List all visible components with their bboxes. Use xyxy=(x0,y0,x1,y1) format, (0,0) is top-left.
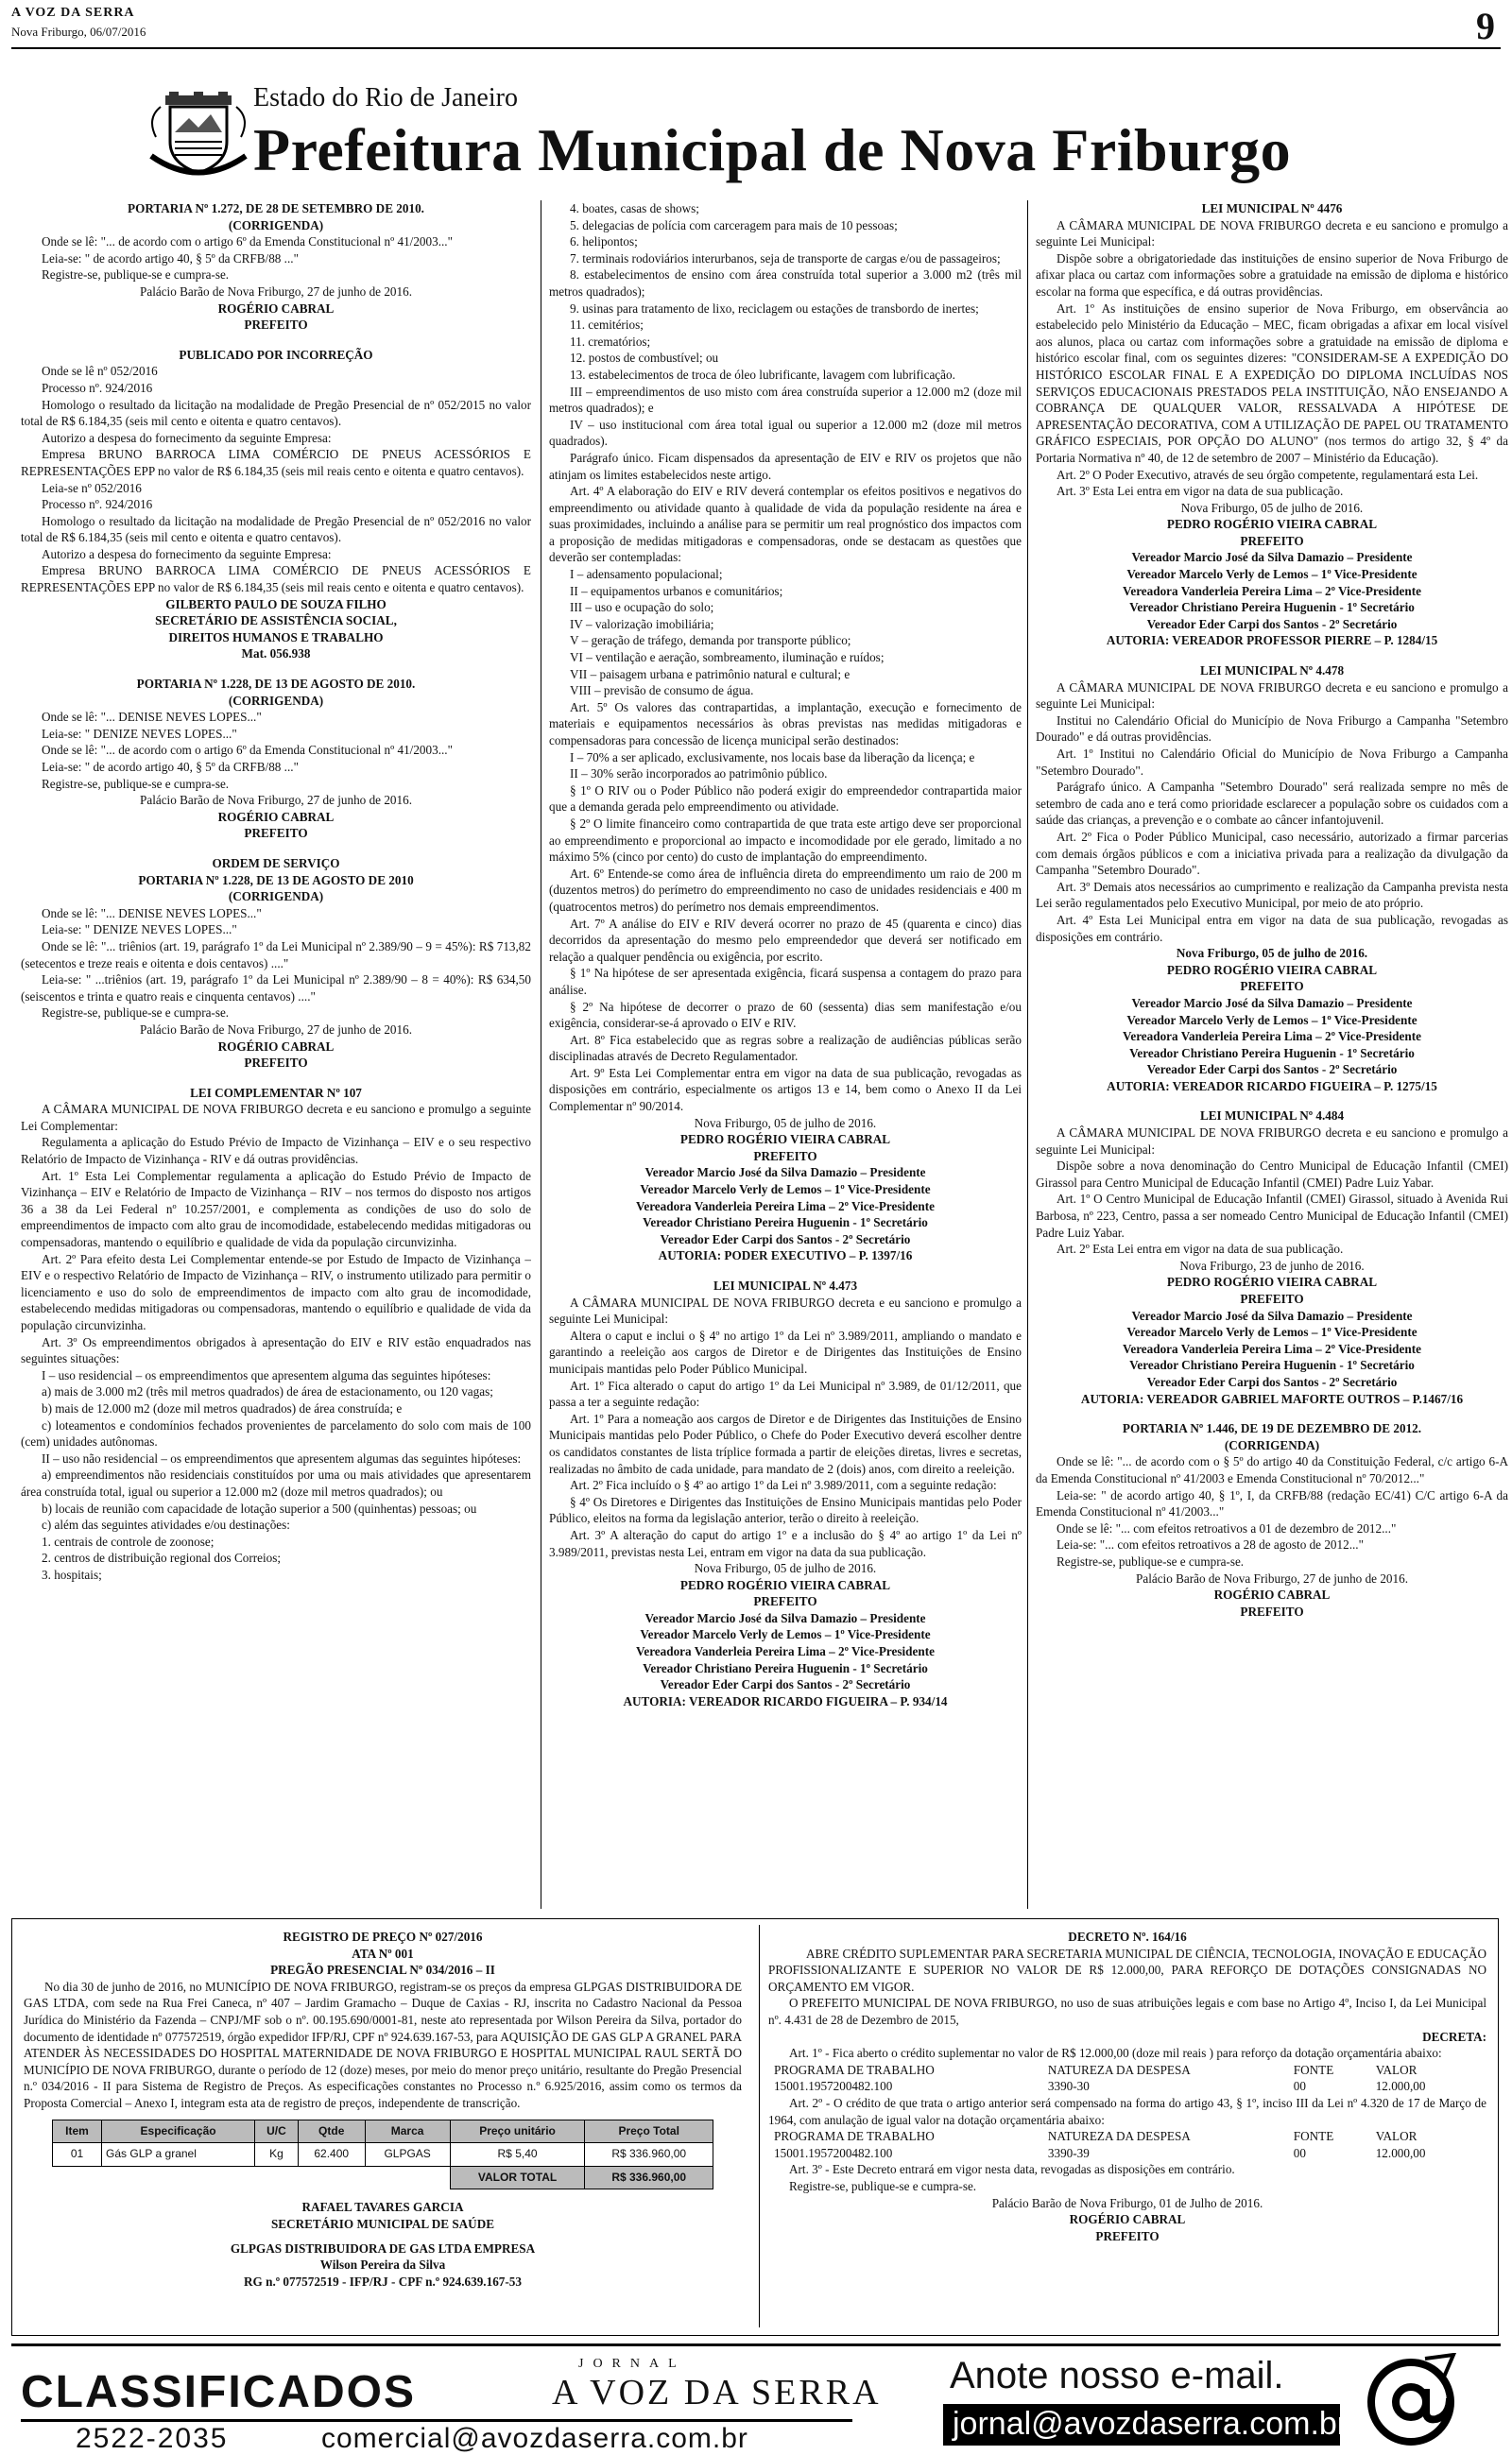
paragraph: Empresa BRUNO BARROCA LIMA COMÉRCIO DE PNEUS ACESSÓRIOS E REPRESENTAÇÕES EPP no valor de R$ 6.184,35 (seis mil reais cento e oitenta e quatro centavos). xyxy=(21,563,531,595)
th-programa: PROGRAMA DE TRABALHO xyxy=(774,2129,935,2144)
th-fonte: FONTE xyxy=(1293,2129,1334,2144)
paragraph: Registre-se, publique-se e cumpra-se. xyxy=(42,776,230,791)
paragraph: A CÂMARA MUNICIPAL DE NOVA FRIBURGO decreta e eu sanciono e promulgo a seguinte Lei Municipal: xyxy=(1036,1125,1508,1157)
paragraph: § 1º Na hipótese de ser apresentada exigência, ficará suspensa a contagem do prazo para análise. xyxy=(549,966,1022,997)
section-gap xyxy=(21,334,531,347)
paragraph: Art. 9º Esta Lei Complementar entra em vigor na data de sua publicação, revogadas as disposições em contrário, especialmente os artigos 13 e 14, bem como o Anexo II da Lei Complementar nº 90/2014. xyxy=(549,1065,1022,1114)
section-heading: PREFEITO xyxy=(244,826,308,841)
decreto-art2: Art. 2º - O crédito de que trata o artigo anterior será compensado na forma do artigo 43, § 1º, inciso III da Lei nº 4.320 de 17 de Março de 1964, com anulação de igual valor na dotação orçamentária abaixo: xyxy=(768,2095,1486,2127)
paragraph: Art. 3º Demais atos necessários ao cumprimento e realização da Campanha prevista nesta Lei serão regulamentados pelo Executivo Municipal, por meio de ato próprio. xyxy=(1036,879,1508,911)
decreto-signer: ROGÉRIO CABRAL xyxy=(1069,2212,1186,2227)
section-heading: Vereador Eder Carpi dos Santos - 2º Secretário xyxy=(1146,1374,1398,1389)
paragraph: Art. 3º Esta Lei entra em vigor na data de sua publicação. xyxy=(1057,484,1344,499)
paragraph: IV – uso institucional com área total igual ou superior a 12.000 m2 (doze mil metros quadrados). xyxy=(549,417,1022,449)
section-heading: AUTORIA: VEREADOR RICARDO FIGUEIRA – P. 934/14 xyxy=(623,1693,948,1708)
section-heading: Vereadora Vanderleia Pereira Lima – 2º Vice-Presidente xyxy=(636,1644,935,1659)
cell-fonte: 00 xyxy=(1293,2145,1306,2160)
paragraph: I – uso residencial – os empreendimentos que apresentem alguma das seguintes hipóteses: xyxy=(42,1367,491,1382)
section-heading: Vereadora Vanderleia Pereira Lima – 2º Vice-Presidente xyxy=(1123,583,1421,598)
cell-preco-unitario: R$ 5,40 xyxy=(450,2143,585,2167)
section-heading: LEI MUNICIPAL Nº 4.478 xyxy=(1199,663,1345,678)
paragraph: Art. 2º Para efeito desta Lei Complementar entende-se por Estudo de Impacto de Vizinhança – EIV e o respectivo Relatório de Impacto de Vizinhança – RIV, o instrumento utilizado para permitir o licenciamento e uso do solo de empreendimentos de impacto com alto grau de incomodidade, estabelecendo medidas mitigadoras ou compensadoras, mantendo o equilíbrio e qualidade de vida da população circunvizinha. xyxy=(21,1251,531,1332)
decreto-place: Palácio Barão de Nova Friburgo, 01 de Julho de 2016. xyxy=(991,2195,1263,2210)
paragraph: Institui no Calendário Oficial do Município de Nova Friburgo a Campanha "Setembro Dourado" e dá outras providências. xyxy=(1036,712,1508,745)
section-heading: PREFEITO xyxy=(753,1594,817,1609)
paragraph: b) mais de 12.000 m2 (doze mil metros quadrados) de área construída; e xyxy=(42,1400,403,1416)
paragraph: A CÂMARA MUNICIPAL DE NOVA FRIBURGO decreta e eu sanciono e promulgo a seguinte Lei Municipal: xyxy=(1036,217,1508,249)
paragraph: Dispõe sobre a obrigatoriedade das instituições de ensino superior de Nova Friburgo de afixar placa ou cartaz com informações sobre a gratuidade na emissão de diploma e histórico escolar na forma que específica, e dá outras providências. xyxy=(1036,250,1508,299)
section-heading: Vereador Marcio José da Silva Damazio – Presidente xyxy=(1131,550,1413,565)
paragraph: Parágrafo único. A Campanha "Setembro Dourado" será realizada sempre no mês de setembro de cada ano e terá como prioridade esclarecer a população sobre os cuidados com a saúde das crianças, a prevenção e o combate ao câncer infantojuvenil. xyxy=(1036,780,1508,828)
paragraph: Art. 3º A alteração do caput do artigo 1º e a inclusão do § 4º ao artigo 1º da Lei nº 3.989/2011, previstas nesta Lei, entram em vigor na data da sua publicação. xyxy=(549,1527,1022,1559)
section-heading: PEDRO ROGÉRIO VIEIRA CABRAL xyxy=(1166,962,1378,977)
column-1 xyxy=(21,200,531,1909)
divider xyxy=(759,1925,760,2327)
company-name: GLPGAS DISTRIBUIDORA DE GAS LTDA EMPRESA xyxy=(230,2240,536,2256)
paragraph: 1. centrais de controle de zoonose; xyxy=(42,1534,215,1549)
paragraph: Nova Friburgo, 05 de julho de 2016. xyxy=(694,1561,877,1576)
section-heading: (CORRIGENDA) xyxy=(1224,1437,1320,1452)
decreto-publish: Registre-se, publique-se e cumpra-se. xyxy=(789,2178,977,2193)
paragraph: I – adensamento populacional; xyxy=(570,567,723,582)
table-row xyxy=(768,2078,1468,2095)
cell-especificacao: Gás GLP a granel xyxy=(102,2143,255,2167)
th-valor: VALOR xyxy=(1375,2062,1418,2077)
section-heading: PREFEITO xyxy=(753,1148,817,1163)
section-heading: Nova Friburgo, 05 de julho de 2016. xyxy=(1176,946,1368,961)
paragraph: Regulamenta a aplicação do Estudo Prévio de Impacto de Vizinhança – EIV e o seu respectivo Relatório de Impacto de Vizinhança - RIV e dá outras providências. xyxy=(21,1135,531,1167)
paragraph: Onde se lê: "... DENISE NEVES LOPES..." xyxy=(42,905,262,920)
section-heading: ROGÉRIO CABRAL xyxy=(217,300,335,316)
th-fonte: FONTE xyxy=(1293,2062,1334,2077)
paragraph: c) loteamentos e condomínios fechados provenientes de parcelamento do solo com mais de 100 (cem) unidades autônomas. xyxy=(21,1417,531,1450)
paragraph: A CÂMARA MUNICIPAL DE NOVA FRIBURGO decreta e eu sanciono e promulgo a seguinte Lei Complementar: xyxy=(21,1102,531,1133)
section-heading: Vereador Christiano Pereira Huguenin - 1º Secretário xyxy=(1129,1045,1415,1060)
section-heading: AUTORIA: VEREADOR GABRIEL MAFORTE OUTROS – P.1467/16 xyxy=(1080,1391,1464,1406)
paragraph: Leia-se nº 052/2016 xyxy=(42,480,142,495)
section-heading: LEI COMPLEMENTAR Nº 107 xyxy=(190,1085,362,1100)
th-natureza: NATUREZA DA DESPESA xyxy=(1047,2129,1191,2144)
section-heading: Vereador Marcio José da Silva Damazio – Presidente xyxy=(1131,1308,1413,1323)
commercial-email: comercial@avozdaserra.com.br xyxy=(321,2423,748,2454)
paragraph: Onde se lê: "... de acordo com o artigo 6º da Emenda Constitucional nº 41/2003..." xyxy=(42,743,453,758)
cell-natureza: 3390-39 xyxy=(1047,2145,1090,2160)
paragraph: Homologo o resultado da licitação na modalidade de Pregão Presencial de nº 052/2016 no valor total de R$ 6.184,35 (seis mil cento e oitenta e quatro centavos). xyxy=(21,513,531,545)
paragraph: VI – ventilação e aeração, sombreamento, iluminação e ruídos; xyxy=(570,650,885,665)
section-heading: AUTORIA: VEREADOR PROFESSOR PIERRE – P. 1284/15 xyxy=(1106,633,1438,648)
paragraph: A CÂMARA MUNICIPAL DE NOVA FRIBURGO decreta e eu sanciono e promulgo a seguinte Lei Municipal: xyxy=(549,1295,1022,1327)
paragraph: Leia-se: " ...triênios (art. 19, parágrafo 1º da Lei Municipal nº 2.389/90 – 8 = 40%): R$ 634,50 (seiscentos e trinta e quatro reais e cinquenta centavos) ...." xyxy=(21,972,531,1004)
section-heading: PORTARIA Nº 1.446, DE 19 DE DEZEMBRO DE 2012. xyxy=(1122,1421,1422,1436)
section-heading: PREFEITO xyxy=(244,318,308,333)
section-heading: PREFEITO xyxy=(1240,979,1304,994)
section-heading: SECRETÁRIO DE ASSISTÊNCIA SOCIAL, xyxy=(155,613,397,628)
paragraph: Art. 4º A elaboração do EIV e RIV deverá contemplar os efeitos positivos e negativos do empreendimento ou atividade quanto à qualidade de vida da população residente na área e suas proximidades, incluindo a análise para se permitir um real prognóstico dos impactos com a proposição de medidas mitigadoras e compensadoras, onde se destacam as questões que deverão ser contempladas: xyxy=(549,484,1022,565)
decreto-decreta: DECRETA: xyxy=(1422,2029,1486,2044)
th-preco-unitario: Preço unitário xyxy=(450,2120,585,2143)
decreto-art3: Art. 3º - Este Decreto entrará em vigor nesta data, revogadas as disposições em contrário. xyxy=(789,2162,1235,2177)
cell-natureza: 3390-30 xyxy=(1047,2079,1090,2094)
section-heading: (CORRIGENDA) xyxy=(228,693,324,708)
paragraph: Parágrafo único. Ficam dispensados da apresentação de EIV e RIV os projetos que não atinjam os limites estabelecidos neste artigo. xyxy=(549,450,1022,482)
total-label: VALOR TOTAL xyxy=(450,2166,585,2189)
section-heading: Vereador Eder Carpi dos Santos - 2º Secretário xyxy=(660,1677,911,1692)
paragraph: Art. 1º Esta Lei Complementar regulamenta a aplicação do Estudo Prévio de Impacto de Vizinhança – EIV e Relatório de Impacto de Vizinhança – RIV – nos termos do disposto nos artigos 36 a 38 da Lei Federal nº 10.257/2001, e complementa as condições de uso do solo de empreendimentos de impacto com alto grau de incomodidade, estabelecendo medidas mitigadoras ou compensadoras, mantendo o equilíbrio e qualidade de vida da população circunvizinha. xyxy=(21,1168,531,1250)
paragraph: 3. hospitais; xyxy=(42,1567,102,1582)
paragraph: Autorizo a despesa do fornecimento da seguinte Empresa: xyxy=(42,546,332,561)
paragraph: A CÂMARA MUNICIPAL DE NOVA FRIBURGO decreta e eu sanciono e promulgo a seguinte Lei Municipal: xyxy=(1036,679,1508,712)
state-name: Estado do Rio de Janeiro xyxy=(253,83,518,112)
paragraph: Leia-se: " de acordo artigo 40, § 5º da CRFB/88 ..." xyxy=(42,250,299,266)
section-heading: (CORRIGENDA) xyxy=(228,889,324,904)
paragraph: Palácio Barão de Nova Friburgo, 27 de junho de 2016. xyxy=(140,283,412,299)
section-heading: Vereador Eder Carpi dos Santos - 2º Secretário xyxy=(1146,1062,1398,1077)
company-rep: Wilson Pereira da Silva xyxy=(319,2258,446,2273)
decreto xyxy=(768,1929,1486,2244)
paragraph: Onde se lê: "... com efeitos retroativos a 01 de dezembro de 2012..." xyxy=(1057,1520,1397,1536)
section-gap xyxy=(1036,649,1508,662)
anote-label: Anote nosso e-mail. xyxy=(950,2355,1284,2396)
dotacao-table-2 xyxy=(768,2128,1468,2161)
section-heading: PUBLICADO POR INCORREÇÃO xyxy=(179,347,373,362)
section-heading: Vereador Marcelo Verly de Lemos – 1º Vice-Presidente xyxy=(640,1182,931,1197)
signer-name: RAFAEL TAVARES GARCIA xyxy=(301,2200,464,2215)
paragraph: Art. 5º Os valores das contrapartidas, a implantação, execução e fornecimento de materiais e equipamentos necessários às obras previstas nas medidas mitigadoras e compensadoras para concessão de licença municipal serão destinados: xyxy=(549,699,1022,747)
classificados-banner xyxy=(0,2343,1512,2453)
paragraph: Palácio Barão de Nova Friburgo, 27 de junho de 2016. xyxy=(140,793,412,808)
paragraph: Autorizo a despesa do fornecimento da seguinte Empresa: xyxy=(42,430,332,445)
paragraph: 7. terminais rodoviários interurbanos, seja de transporte de cargas e/ou de passageiros; xyxy=(570,250,1001,266)
paragraph: 6. helipontos; xyxy=(570,234,638,249)
paragraph: 5. delegacias de polícia com carceragem para mais de 10 pessoas; xyxy=(570,217,898,232)
section-heading: ROGÉRIO CABRAL xyxy=(217,1039,335,1054)
page-number: 9 xyxy=(1476,5,1495,47)
section-heading: Vereador Marcio José da Silva Damazio – Presidente xyxy=(1131,995,1413,1010)
paragraph: 13. estabelecimentos de troca de óleo lubrificante, lavagem com lubrificação. xyxy=(570,367,955,382)
paragraph: Leia-se: " de acordo artigo 40, § 1º, I, da CRFB/88 (redação EC/41) C/C artigo 6-A da Emenda Constitucional nº 41/2003..." xyxy=(1036,1487,1508,1519)
section-heading: (CORRIGENDA) xyxy=(228,217,324,232)
paragraph: V – geração de tráfego, demanda por transporte público; xyxy=(570,633,851,648)
section-heading: Vereador Marcelo Verly de Lemos – 1º Vice-Presidente xyxy=(1126,567,1418,582)
paragraph: Art. 1º O Centro Municipal de Educação Infantil (CMEI) Girassol, situado à Avenida Rui Barbosa, nº 223, Centro, passa a ser nomeado Centro Municipal de Educação Infantil (CMEI) Padre Luiz Yabar. xyxy=(1036,1192,1508,1240)
paragraph: Art. 2º Fica o Poder Público Municipal, caso necessário, autorizado a firmar parcerias com demais órgãos públicos e com a iniciativa privada para a realização da divulgação da Campanha "Setembro Dourado". xyxy=(1036,829,1508,878)
section-heading: PREFEITO xyxy=(244,1056,308,1071)
paragraph: a) empreendimentos não residenciais constituídos por uma ou mais atividades que apresentarem área construída total, igual ou superior a 12.000 m2 (doze mil metros quadrados); ou xyxy=(21,1468,531,1499)
cell-programa: 15001.1957200482.100 xyxy=(774,2079,893,2094)
section-heading: ROGÉRIO CABRAL xyxy=(217,809,335,824)
paragraph: 8. estabelecimentos de ensino com área construída total superior a 3.000 m2 (três mil metros quadrados); xyxy=(549,267,1022,299)
paragraph: II – uso não residencial – os empreendimentos que apresentem algumas das seguintes hipóteses: xyxy=(42,1451,522,1466)
municipal-crest-icon xyxy=(146,90,250,184)
section-heading: Vereador Marcio José da Silva Damazio – Presidente xyxy=(644,1610,926,1625)
decreto-intro: O PREFEITO MUNICIPAL DE NOVA FRIBURGO, no uso de suas atribuições legais e com base no Artigo 4º, Inciso I, da Lei Municipal nº. 4.431 de 28 de Dezembro de 2015, xyxy=(768,1996,1486,2027)
jornal-label: JORNAL xyxy=(578,2357,686,2371)
registro-ata: ATA Nº 001 xyxy=(352,1946,414,1961)
paragraph: Homologo o resultado da licitação na modalidade de Pregão Presencial de nº 052/2015 no valor total de R$ 6.184,35 (seis mil cento e oitenta e quatro centavos). xyxy=(21,397,531,429)
paragraph: Leia-se: "... com efeitos retroativos a 28 de agosto de 2012..." xyxy=(1057,1537,1364,1553)
th-qtde: Qtde xyxy=(298,2120,365,2143)
paragraph: 9. usinas para tratamento de lixo, reciclagem ou estações de transbordo de inertes; xyxy=(570,300,979,316)
section-heading: Vereadora Vanderleia Pereira Lima – 2º Vice-Presidente xyxy=(1123,1029,1421,1044)
section-gap xyxy=(1036,1094,1508,1107)
paragraph: Art. 1º Institui no Calendário Oficial do Município de Nova Friburgo a Campanha "Setembro Dourado". xyxy=(1036,747,1508,778)
section-heading: Vereadora Vanderleia Pereira Lima – 2º Vice-Presidente xyxy=(636,1198,935,1213)
paragraph: § 2º Na hipótese de decorrer o prazo de 60 (sessenta) dias sem manifestação e/ou exigência, considerar-se-á aprovado o EIV e RIV. xyxy=(549,999,1022,1031)
decreto-summary: ABRE CRÉDITO SUPLEMENTAR PARA SECRETARIA MUNICIPAL DE CIÊNCIA, TECNOLOGIA, INOVAÇÃO E EDUCAÇÃO PROFISSIONALIZANTE E SUPERIOR NO VALOR DE R$ 12.000,00, PARA REFORÇO DE DOTAÇÕES CONSIGNADAS NO ORÇAMENTO EM VIGOR. xyxy=(768,1946,1486,1994)
decreto-art1: Art. 1º - Fica aberto o crédito suplementar no valor de R$ 12.000,00 (doze mil reais ) para reforço da dotação orçamentária abaixo: xyxy=(789,2046,1442,2061)
paragraph: Palácio Barão de Nova Friburgo, 27 de junho de 2016. xyxy=(140,1021,412,1037)
section-heading: Vereador Christiano Pereira Huguenin - 1º Secretário xyxy=(1129,600,1415,615)
paragraph: Onde se lê nº 052/2016 xyxy=(42,364,158,379)
paragraph: Art. 2º Esta Lei entra em vigor na data de sua publicação. xyxy=(1057,1242,1344,1257)
section-heading: PEDRO ROGÉRIO VIEIRA CABRAL xyxy=(1166,1275,1378,1290)
section-heading: LEI MUNICIPAL Nº 4.484 xyxy=(1199,1108,1345,1124)
total-value: R$ 336.960,00 xyxy=(585,2166,713,2189)
section-gap xyxy=(21,842,531,855)
section-heading: PEDRO ROGÉRIO VIEIRA CABRAL xyxy=(679,1577,891,1592)
newsroom-email: jornal@avozdaserra.com.br xyxy=(953,2406,1349,2442)
section-gap xyxy=(21,662,531,676)
paragraph: a) mais de 3.000 m2 (três mil metros quadrados) de área de estacionamento, ou 120 vagas; xyxy=(42,1384,493,1399)
paragraph: Art. 7º A análise do EIV e RIV deverá ocorrer no prazo de 45 (quarenta e cinco) dias decorridos da apresentação do mesmo pelo empreendedor que deverá ser notificado em relação a qualquer pendência ou exigência, por escrito. xyxy=(549,916,1022,964)
th-marca: Marca xyxy=(365,2120,450,2143)
section-heading: Vereador Marcelo Verly de Lemos – 1º Vice-Presidente xyxy=(640,1627,931,1642)
column-3 xyxy=(1027,200,1508,1909)
paragraph: Art. 4º Esta Lei Municipal entra em vigor na data de sua publicação, revogadas as disposições em contrário. xyxy=(1036,912,1508,944)
paragraph: Onde se lê: "... triênios (art. 19, parágrafo 1º da Lei Municipal nº 2.389/90 – 9 = 45%): R$ 713,82 (setecentos e treze reais e oitenta e dois centavos) ...." xyxy=(21,938,531,970)
section-heading: AUTORIA: PODER EXECUTIVO – P. 1397/16 xyxy=(658,1248,913,1263)
section-heading: Vereador Marcio José da Silva Damazio – Presidente xyxy=(644,1165,926,1180)
decreto-signer-role: PREFEITO xyxy=(1095,2228,1160,2243)
section-heading: PREFEITO xyxy=(1240,1292,1304,1306)
paragraph: § 4º Os Diretores e Dirigentes das Instituições de Ensino Municipais mantidas pelo Poder Público, eleitos na forma da legislação anterior, terão o direito à reeleição. xyxy=(549,1494,1022,1526)
cell-uc: Kg xyxy=(255,2143,299,2167)
signer-role: SECRETÁRIO MUNICIPAL DE SAÚDE xyxy=(270,2216,495,2231)
paragraph: 11. cemitérios; xyxy=(570,318,644,333)
paragraph: Art. 1º Fica alterado o caput do artigo 1º da Lei Municipal nº 3.989, de 01/12/2011, que passa a ter a seguinte redação: xyxy=(549,1378,1022,1410)
section-heading: PEDRO ROGÉRIO VIEIRA CABRAL xyxy=(1166,517,1378,532)
paragraph: 12. postos de combustível; ou xyxy=(570,351,719,366)
legal-columns xyxy=(11,200,1508,1909)
paragraph: Nova Friburgo, 05 de julho de 2016. xyxy=(694,1115,877,1130)
page-title: Prefeitura Municipal de Nova Friburgo xyxy=(253,116,1292,183)
registro-de-preco xyxy=(24,1929,742,2290)
section-heading: Vereador Marcelo Verly de Lemos – 1º Vice-Presidente xyxy=(1126,1012,1418,1027)
section-heading: Vereador Christiano Pereira Huguenin - 1º Secretário xyxy=(643,1215,928,1230)
column-2 xyxy=(541,200,1022,1909)
paragraph: Altera o caput e inclui o § 4º no artigo 1º da Lei nº 3.989/2011, ampliando o mandato e garantindo a reeleição aos cargos de Diretor e de Dirigentes das Instituições de Ensino municipais mantidas pelo Poder Público Municipal. xyxy=(549,1328,1022,1376)
section-heading: Vereador Christiano Pereira Huguenin - 1º Secretário xyxy=(643,1660,928,1675)
newspaper-logo: A VOZ DA SERRA xyxy=(552,2373,882,2412)
registro-body: No dia 30 de junho de 2016, no MUNICÍPIO DE NOVA FRIBURGO, registram-se os preços da empresa GLPGAS DISTRIBUIDORA DE GAS LTDA, com sede na Rua Frei Caneca, nº 407 – Jardim Gramacho – Duque de Caxias - RJ, inscrita no Cadastro Nacional da Pessoa Jurídica do Ministério da Fazenda – CNPJ/MF sob o nº. 00.195.690/0001-81, neste ato representada por Wilson Pereira da Silva, portador do documento de identidade nº 077572519, órgão expedidor IFP/RJ, CPF nº 924.639.167-53, para AQUISIÇÃO DE GAS GLP A GRANEL PARA ATENDER ÀS NECESSIDADES DO HOSPITAL MATERNIDADE DE NOVA FRIBURGO E HOSPITAL MUNICIPAL RAUL SERTÃ DO MUNICÍPIO DE NOVA FRIBURGO, durante o período de 12 (doze) meses, por meio do menor preço unitário, resultante do Pregão Presencial n.º 034/2016 - II para Sistema de Registro de Preços. As especificações constantes no Processo n.º 6.925/2016, assim como os termos da Proposta Comercial – Anexo I, integram esta ata de registro de preços, independente de transcrição. xyxy=(24,1979,742,2110)
section-heading: PORTARIA Nº 1.228, DE 13 DE AGOSTO DE 2010 xyxy=(138,872,414,887)
paragraph: Registre-se, publique-se e cumpra-se. xyxy=(42,267,230,283)
cell-valor: 12.000,00 xyxy=(1375,2079,1426,2094)
paragraph: VIII – previsão de consumo de água. xyxy=(570,683,754,698)
section-heading: Vereadora Vanderleia Pereira Lima – 2º Vice-Presidente xyxy=(1123,1341,1421,1356)
price-table xyxy=(52,2120,713,2190)
paragraph: Art. 3º Os empreendimentos obrigados à apresentação do EIV e RIV estão enquadrados nas seguintes situações: xyxy=(21,1334,531,1366)
cell-fonte: 00 xyxy=(1293,2079,1306,2094)
paragraph: Onde se lê: "... de acordo com o artigo 6º da Emenda Constitucional nº 41/2003..." xyxy=(42,234,453,249)
paragraph: 11. crematórios; xyxy=(570,334,651,349)
paragraph: Leia-se: " DENIZE NEVES LOPES..." xyxy=(42,726,237,741)
section-heading: DIREITOS HUMANOS E TRABALHO xyxy=(168,629,384,644)
section-heading: ORDEM DE SERVIÇO xyxy=(212,855,340,870)
registro-title: REGISTRO DE PREÇO Nº 027/2016 xyxy=(283,1930,483,1944)
table-row xyxy=(53,2143,713,2167)
paragraph: Art. 1º As instituições de ensino superior de Nova Friburgo, em observância ao estabelecido pelo Ministério da Educação – MEC, ficam obrigadas a afixar em local visível aos alunos, placa ou cartaz com informações sobre a gratuidade na emissão de diploma e histórico escolar final, com os seguintes dizeres: "CONSIDERAM-SE A EXPEDIÇÃO DO HISTÓRICO ESCOLAR FINAL E A EXPEDIÇÃO DO DIPLOMA INCLUÍDAS NOS SERVIÇOS EDUCACIONAIS PRESTADOS PELA INSTITUIÇÃO, NÃO ENSEJANDO A COBRANÇA DE QUALQUER VALOR, RESSALVADA A HIPÓTESE DE APRESENTAÇÃO DECORATIVA, COM A UTILIZAÇÃO DE PAPEL OU TRATAMENTO GRÁFICO ESPECIAIS, POR OPÇÃO DO ALUNO" (nos termos do artigo 32, § 4º da Portaria Normativa nº 40, de 12 de setembro de 2007 – Ministério da Educação). xyxy=(1036,300,1508,465)
decreto-title: DECRETO Nº. 164/16 xyxy=(1068,1930,1187,1944)
paragraph: Nova Friburgo, 05 de julho de 2016. xyxy=(1180,500,1364,515)
paragraph: Empresa BRUNO BARROCA LIMA COMÉRCIO DE PNEUS ACESSÓRIOS E REPRESENTAÇÕES EPP no valor de R$ 6.184,35 (seis mil reais cento e oitenta e quatro centavos). xyxy=(21,447,531,478)
phone-number: 2522-2035 xyxy=(76,2423,229,2454)
banner-rule xyxy=(11,2343,1501,2346)
th-programa: PROGRAMA DE TRABALHO xyxy=(774,2062,935,2077)
paragraph: b) locais de reunião com capacidade de lotação superior a 500 (quinhentas) pessoas; ou xyxy=(42,1501,477,1516)
paragraph: Nova Friburgo, 23 de junho de 2016. xyxy=(1179,1258,1365,1273)
paragraph: II – equipamentos urbanos e comunitários; xyxy=(570,583,783,598)
paragraph: IV – valorização imobiliária; xyxy=(570,616,714,631)
section-heading: PORTARIA Nº 1.272, DE 28 DE SETEMBRO DE 2010. xyxy=(128,201,424,215)
paragraph: III – empreendimentos de uso misto com área construída superior a 12.000 m2 (doze mil metros quadrados); e xyxy=(549,384,1022,416)
paragraph: Dispõe sobre a nova denominação do Centro Municipal de Educação Infantil (CMEI) Girassol para Centro Municipal de Educação Infantil (CMEI) Padre Luiz Yabar. xyxy=(1036,1159,1508,1190)
section-heading: LEI MUNICIPAL Nº 4476 xyxy=(1201,201,1343,215)
section-gap xyxy=(1036,1407,1508,1420)
paragraph: c) além das seguintes atividades e/ou destinações: xyxy=(42,1518,290,1533)
paragraph: I – 70% a ser aplicado, exclusivamente, nos locais base da liberação da licença; e xyxy=(570,749,975,764)
section-gap xyxy=(549,1264,1022,1278)
section-heading: GILBERTO PAULO DE SOUZA FILHO xyxy=(165,596,387,611)
paragraph: Onde se lê: "... DENISE NEVES LOPES..." xyxy=(42,710,262,725)
paragraph: Palácio Barão de Nova Friburgo, 27 de junho de 2016. xyxy=(1136,1571,1408,1586)
section-heading: PREFEITO xyxy=(1240,1604,1304,1619)
cell-item: 01 xyxy=(53,2143,102,2167)
section-heading: Vereador Eder Carpi dos Santos - 2º Secretário xyxy=(660,1231,911,1246)
paragraph: Art. 2º O Poder Executivo, através de seu órgão competente, regulamentará esta Lei. xyxy=(1057,467,1479,482)
paragraph: Leia-se: " DENIZE NEVES LOPES..." xyxy=(42,922,237,937)
cell-programa: 15001.1957200482.100 xyxy=(774,2145,893,2160)
registro-pregao: PREGÃO PRESENCIAL Nº 034/2016 – II xyxy=(270,1963,495,1978)
section-heading: LEI MUNICIPAL Nº 4.473 xyxy=(713,1279,858,1293)
paragraph: Art. 6º Entende-se como área de influência direta do empreendimento um raio de 200 m (duzentos metros) do perímetro do empreendimento no caso de unidades residenciais e 400 m (quatrocentos metros) do perímetro nos demais empreendimentos. xyxy=(549,866,1022,914)
paragraph: § 1º O RIV ou o Poder Público não poderá exigir do empreendedor contrapartida maior que a demanda gerada pelo empreendimento ou atividade. xyxy=(549,782,1022,815)
th-especificacao: Especificação xyxy=(102,2120,255,2143)
paragraph: Processo nº. 924/2016 xyxy=(42,380,153,395)
section-heading: Mat. 056.938 xyxy=(241,646,311,661)
paragraph: III – uso e ocupação do solo; xyxy=(570,600,714,615)
dotacao-table-1 xyxy=(768,2062,1468,2095)
paragraph: Art. 1º Para a nomeação aos cargos de Diretor e de Dirigentes das Instituições de Ensino Municipais mantidas pelo Poder Público, o Chefe do Poder Executivo deverá escolher dentre os candidatos constantes de lista tríplice formada a partir de eleições diretas, livres e secretas, realizadas no âmbito de cada unidade, para mandato de 2 (dois) anos, com direito a reeleição. xyxy=(549,1411,1022,1476)
section-heading: Vereador Marcelo Verly de Lemos – 1º Vice-Presidente xyxy=(1126,1325,1418,1340)
paragraph: § 2º O limite financeiro como contrapartida de que trata este artigo deve ser proporcional ao empreendimento e proporcional ao impacto e incomodidade por ele gerado, limitado a no máximo 5% (cinco por cento) do custo de implantação do empreendimento. xyxy=(549,815,1022,865)
bottom-notices-box xyxy=(11,1918,1499,2336)
paragraph: Art. 8º Fica estabelecido que as regras sobre a realização de audiências públicas serão disciplinadas através de Decreto Regulamentador. xyxy=(549,1032,1022,1064)
page-header xyxy=(11,6,1501,49)
paragraph: II – 30% serão incorporados ao patrimônio público. xyxy=(570,766,828,781)
th-uc: U/C xyxy=(255,2120,299,2143)
cell-preco-total: R$ 336.960,00 xyxy=(585,2143,713,2167)
classificados-title: CLASSIFICADOS xyxy=(21,2367,417,2417)
paragraph: Processo nº. 924/2016 xyxy=(42,497,153,512)
paragraph: Registre-se, publique-se e cumpra-se. xyxy=(42,1005,230,1021)
paragraph: VII – paisagem urbana e patrimônio natural e cultural; e xyxy=(570,666,850,681)
paragraph: Onde se lê: "... de acordo com o § 5º do artigo 40 da Constituição Federal, c/c artigo 6-A da Emenda Constitucional nº 41/2003 e Emenda Constitucional nº 70/2012..." xyxy=(1036,1454,1508,1485)
paragraph: 2. centros de distribuição regional dos Correios; xyxy=(42,1551,282,1566)
section-heading: ROGÉRIO CABRAL xyxy=(1213,1588,1331,1603)
section-heading: PEDRO ROGÉRIO VIEIRA CABRAL xyxy=(679,1132,891,1147)
company-docs: RG n.º 077572519 - IFP/RJ - CPF n.º 924.639.167-53 xyxy=(244,2274,522,2289)
at-sign-icon xyxy=(1359,2353,1472,2447)
th-valor: VALOR xyxy=(1375,2129,1418,2144)
paragraph: Art. 2º Fica incluído o § 4º ao artigo 1º da Lei nº 3.989/2011, com a seguinte redação: xyxy=(570,1478,997,1493)
section-heading: Vereador Eder Carpi dos Santos - 2º Secretário xyxy=(1146,616,1398,631)
th-item: Item xyxy=(53,2120,102,2143)
section-heading: PORTARIA Nº 1.228, DE 13 DE AGOSTO DE 2010. xyxy=(136,677,416,692)
section-heading: AUTORIA: VEREADOR RICARDO FIGUEIRA – P. 1275/15 xyxy=(1107,1078,1437,1093)
section-heading: Vereador Christiano Pereira Huguenin - 1º Secretário xyxy=(1129,1358,1415,1373)
paragraph: 4. boates, casas de shows; xyxy=(570,201,699,215)
th-natureza: NATUREZA DA DESPESA xyxy=(1047,2062,1191,2077)
newspaper-brand: A VOZ DA SERRA xyxy=(11,6,135,20)
paragraph: Leia-se: " de acordo artigo 40, § 5º da CRFB/88 ..." xyxy=(42,760,299,774)
section-heading: PREFEITO xyxy=(1240,533,1304,548)
section-gap xyxy=(21,1072,531,1085)
paragraph: Registre-se, publique-se e cumpra-se. xyxy=(1057,1554,1245,1569)
th-preco-total: Preço Total xyxy=(585,2120,713,2143)
cell-qtde: 62.400 xyxy=(298,2143,365,2167)
edition-date: Nova Friburgo, 06/07/2016 xyxy=(11,25,146,39)
cell-marca: GLPGAS xyxy=(365,2143,450,2167)
table-row xyxy=(768,2145,1468,2162)
cell-valor: 12.000,00 xyxy=(1375,2145,1426,2160)
